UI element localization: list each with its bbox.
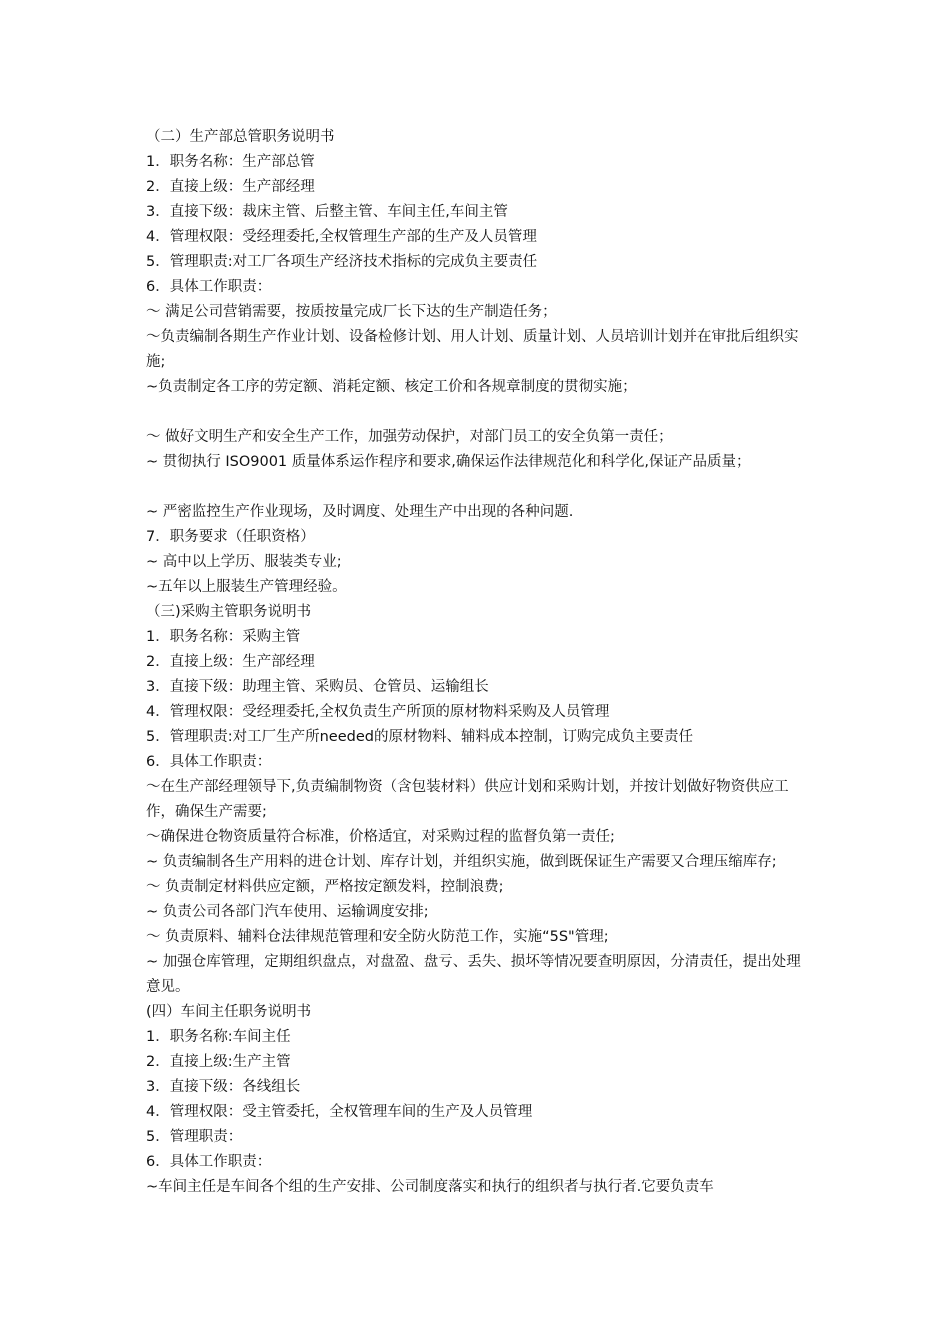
text-line: 3．直接下级：助理主管、采购员、仓管员、运输组长 (146, 679, 489, 695)
text-line: 4．管理权限：受主管委托，全权管理车间的生产及人员管理 (146, 1104, 533, 1120)
text-line: ~五年以上服装生产管理经验。 (146, 579, 347, 595)
text-line: ～在生产部经理领导下,负责编制物资（含包装材料）供应计划和采购计划，并按计划做好物资供应工作，确保生产需要; (146, 779, 789, 820)
section-heading-purchasing-supervisor: （三)采购主管职务说明书 (146, 604, 312, 620)
text-line: ～ 满足公司营销需要，按质按量完成厂长下达的生产制造任务； (146, 304, 557, 320)
text-line: 5．管理职责:对工厂生产所needed的原材物料、辅料成本控制，订购完成负主要责任 (146, 729, 693, 745)
text-line: ~ 负责公司各部门汽车使用、运输调度安排; (146, 904, 429, 920)
text-line: ~ 严密监控生产作业现场，及时调度、处理生产中出现的各种问题. (146, 504, 574, 520)
text-line: ～负责编制各期生产作业计划、设备检修计划、用人计划、质量计划、人员培训计划并在审批后组织实施; (146, 329, 799, 370)
text-line: ～确保进仓物资质量符合标准，价格适宜，对采购过程的监督负第一责任; (146, 829, 615, 845)
text-line: 3．直接下级：各线组长 (146, 1079, 301, 1095)
text-line: 1．职务名称：采购主管 (146, 629, 301, 645)
text-line: 7．职务要求（任职资格） (146, 529, 315, 545)
text-line: 6．具体工作职责： (146, 279, 272, 295)
text-line: ~ 贯彻执行 ISO9001 质量体系运作程序和要求,确保运作法律规范化和科学化,保证产品质量； (146, 454, 751, 470)
text-line: ~ 加强仓库管理，定期组织盘点，对盘盈、盘亏、丢失、损坏等情况要查明原因，分清责任，提出处理意见。 (146, 954, 801, 995)
document-body (146, 125, 814, 1200)
text-line: ～ 做好文明生产和安全生产工作，加强劳动保护，对部门员工的安全负第一责任； (146, 429, 673, 445)
text-line: ～ 负责制定材料供应定额，严格按定额发料，控制浪费; (146, 879, 504, 895)
text-line: ~负责制定各工序的劳定额、消耗定额、核定工价和各规章制度的贯彻实施； (146, 379, 637, 395)
text-line: 1．职务名称:车间主任 (146, 1029, 291, 1045)
text-line: 2．直接上级:生产主管 (146, 1054, 291, 1070)
text-line: ~车间主任是车间各个组的生产安排、公司制度落实和执行的组织者与执行者.它要负责车 (146, 1179, 714, 1195)
text-line: 6．具体工作职责： (146, 1154, 272, 1170)
text-line: 4．管理权限：受经理委托,全权管理生产部的生产及人员管理 (146, 229, 537, 245)
text-line: 4．管理权限：受经理委托,全权负责生产所顶的原材物料采购及人员管理 (146, 704, 610, 720)
text-line: 6．具体工作职责： (146, 754, 272, 770)
section-heading-production-supervisor: （二）生产部总管职务说明书 (146, 129, 335, 145)
blank-line (146, 475, 814, 500)
text-line: 2．直接上级：生产部经理 (146, 654, 315, 670)
text-line: ~ 负责编制各生产用料的进仓计划、库存计划，并组织实施，做到既保证生产需要又合理压缩库存; (146, 854, 777, 870)
text-line: ～ 负责原料、辅料仓法律规范管理和安全防火防范工作，实施“5S"管理; (146, 929, 609, 945)
text-line: ~ 高中以上学历、服装类专业; (146, 554, 342, 570)
text-line: 5．管理职责： (146, 1129, 243, 1145)
text-line: 2．直接上级：生产部经理 (146, 179, 315, 195)
blank-line (146, 400, 814, 425)
text-line: 3．直接下级：裁床主管、后整主管、车间主任,车间主管 (146, 204, 508, 220)
section-heading-workshop-director: (四）车间主任职务说明书 (146, 1004, 312, 1020)
text-line: 5．管理职责:对工厂各项生产经济技术指标的完成负主要责任 (146, 254, 538, 270)
text-line: 1．职务名称：生产部总管 (146, 154, 315, 170)
